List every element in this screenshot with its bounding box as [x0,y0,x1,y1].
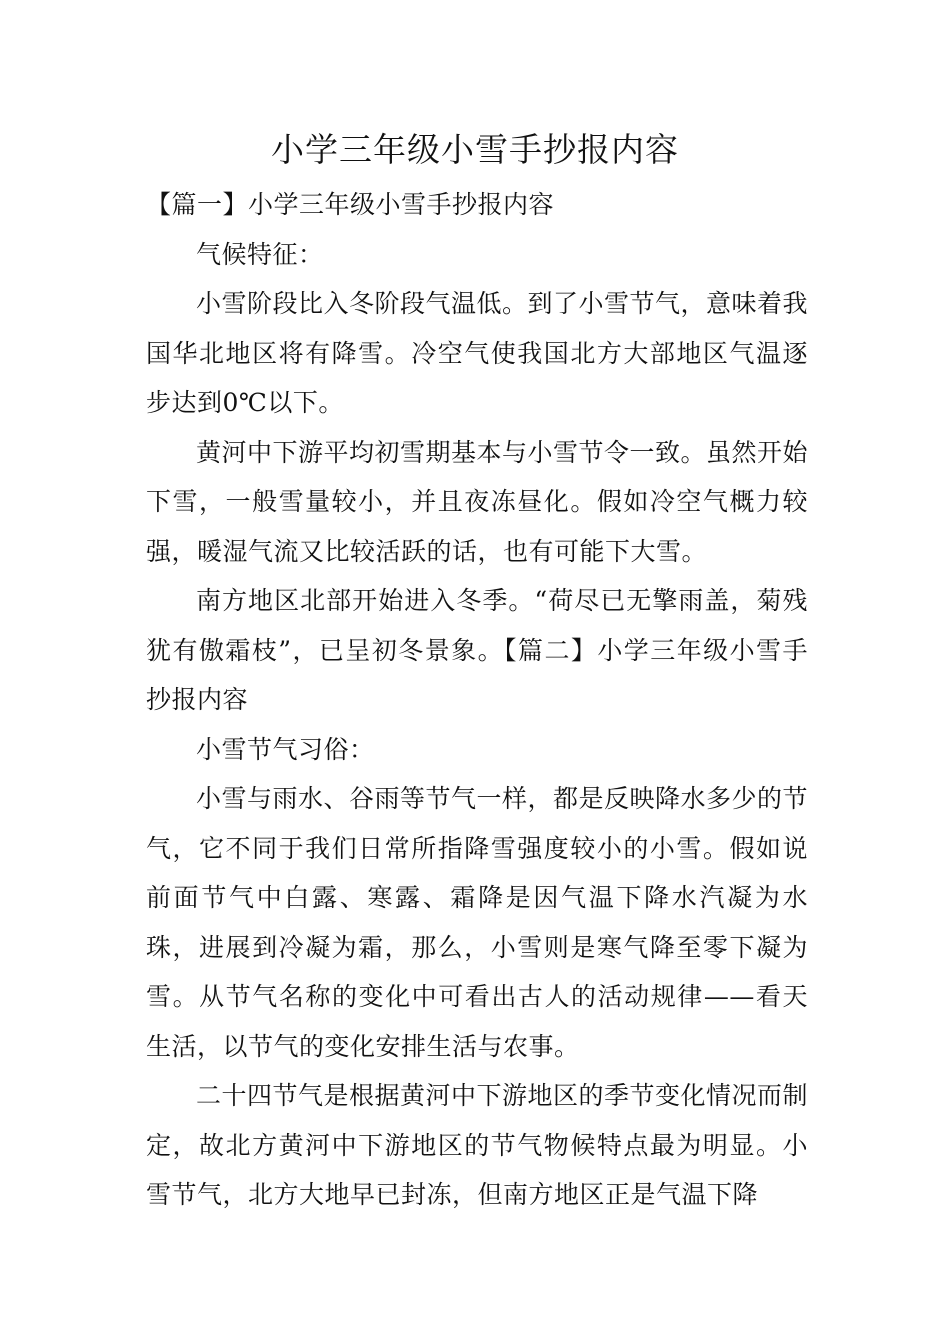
paragraph-customs-1: 小雪与雨水、谷雨等节气一样，都是反映降水多少的节气，它不同于我们日常所指降雪强度较小的小雪。假如说前面节气中白露、寒露、霜降是因气温下降水汽凝为水珠，进展到冷凝为霜，那么，小雪则是寒气降至零下凝为雪。从节气名称的变化中可看出古人的活动规律——看天生活，以节气的变化安排生活与农事。 [146,784,809,1061]
section-heading-1: 【篇一】小学三年级小雪手抄报内容 [146,190,555,219]
paragraph-customs-2: 二十四节气是根据黄河中下游地区的季节变化情况而制定，故北方黄河中下游地区的节气物候特点最为明显。小雪节气，北方大地早已封冻，但南方地区正是气温下降 [146,1081,809,1209]
paragraph-climate-2: 黄河中下游平均初雪期基本与小雪节令一致。虽然开始下雪，一般雪量较小，并且夜冻昼化。假如冷空气概力较强，暖湿气流又比较活跃的话，也有可能下大雪。 [146,437,809,566]
paragraph-climate-3: 南方地区北部开始进入冬季。“荷尽已无擎雨盖，菊残犹有傲霜枝”，已呈初冬景象。【篇二】小学三年级小雪手抄报内容 [146,586,808,714]
subheading-climate: 气候特征： [196,239,324,269]
subheading-customs: 小雪节气习俗： [196,734,375,764]
document-body [146,180,808,1220]
document-title: 小学三年级小雪手抄报内容 [271,130,679,169]
paragraph-climate-1: 小雪阶段比入冬阶段气温低。到了小雪节气，意味着我国华北地区将有降雪。冷空气使我国北方大部地区气温逐步达到0℃以下。 [146,289,809,417]
